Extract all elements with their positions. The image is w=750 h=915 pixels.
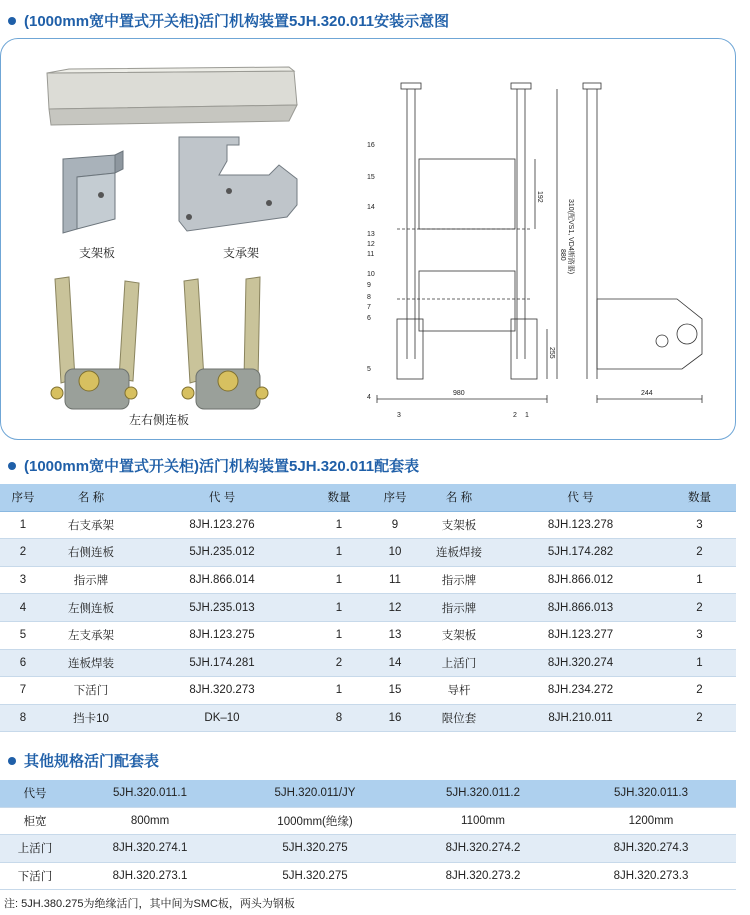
- table-cell: 8JH.320.273.3: [566, 862, 736, 890]
- table-row: [0, 780, 736, 807]
- svg-text:1: 1: [525, 412, 529, 419]
- table-row: [0, 511, 736, 539]
- svg-text:192: 192: [536, 191, 543, 203]
- table-cell: 上活门: [420, 649, 498, 677]
- bullet-icon: [8, 17, 16, 25]
- svg-text:3: 3: [397, 412, 401, 419]
- table-cell: 1: [308, 511, 370, 539]
- svg-text:12: 12: [367, 241, 375, 248]
- svg-text:310(配VS1, VD4断路器): 310(配VS1, VD4断路器): [567, 199, 574, 275]
- table-cell: 指示牌: [420, 594, 498, 622]
- svg-text:6: 6: [367, 315, 371, 322]
- section3-title: 其他规格活门配套表: [8, 750, 159, 771]
- caption-support-frame: 支承架: [223, 246, 260, 260]
- header-cell: 名 称: [46, 484, 136, 511]
- table-cell: 连板焊装: [46, 649, 136, 677]
- left-side-link-photo: [35, 269, 155, 429]
- table-cell: 1: [663, 649, 736, 677]
- table-cell: 8JH.320.274.3: [566, 835, 736, 863]
- installation-drawing: [357, 79, 727, 424]
- svg-text:14: 14: [367, 204, 375, 211]
- table-cell: 8JH.123.276: [136, 511, 308, 539]
- table-cell: 4: [0, 594, 46, 622]
- table-cell: 限位套: [420, 704, 498, 732]
- table-cell: 1100mm: [400, 807, 566, 835]
- table-row: [0, 539, 736, 567]
- table-cell: 左侧连板: [46, 594, 136, 622]
- svg-text:9: 9: [367, 282, 371, 289]
- table-cell: 支架板: [420, 511, 498, 539]
- table-cell: 指示牌: [420, 566, 498, 594]
- table-cell: 1: [308, 594, 370, 622]
- table-cell: 5JH.320.275: [230, 835, 400, 863]
- bullet-icon: [8, 462, 16, 470]
- svg-text:7: 7: [367, 304, 371, 311]
- table-cell: 5JH.235.012: [136, 539, 308, 567]
- svg-text:15: 15: [367, 174, 375, 181]
- table-cell: 8JH.866.012: [498, 566, 663, 594]
- row-label: 上活门: [0, 835, 70, 863]
- table-cell: 1200mm: [566, 807, 736, 835]
- table-cell: 8JH.123.275: [136, 621, 308, 649]
- header-cell: 名 称: [420, 484, 498, 511]
- svg-text:255: 255: [548, 347, 555, 359]
- table-cell: 800mm: [70, 807, 230, 835]
- table-cell: 8: [0, 704, 46, 732]
- table-cell: 14: [370, 649, 420, 677]
- parts-table: [0, 484, 736, 732]
- table-cell: 8JH.123.277: [498, 621, 663, 649]
- svg-text:8: 8: [367, 294, 371, 301]
- table-cell: 支架板: [420, 621, 498, 649]
- table-cell: 8JH.866.014: [136, 566, 308, 594]
- table-cell: 2: [663, 539, 736, 567]
- svg-text:880: 880: [559, 249, 566, 261]
- table-cell: 8: [308, 704, 370, 732]
- table-cell: DK–10: [136, 704, 308, 732]
- table-row: [0, 862, 736, 890]
- svg-text:4: 4: [367, 394, 371, 401]
- table-cell: 挡卡10: [46, 704, 136, 732]
- table-cell: 3: [663, 511, 736, 539]
- table-cell: 1: [308, 621, 370, 649]
- table-row: [0, 807, 736, 835]
- table-cell: 1: [663, 566, 736, 594]
- table-cell: 指示牌: [46, 566, 136, 594]
- table-cell: 13: [370, 621, 420, 649]
- svg-text:2: 2: [513, 412, 517, 419]
- spec-table: [0, 780, 736, 890]
- table-cell: 5JH.320.011/JY: [230, 780, 400, 807]
- table-cell: 16: [370, 704, 420, 732]
- header-cell: 数量: [663, 484, 736, 511]
- caption-bracket-plate: 支架板: [79, 246, 116, 260]
- svg-text:5: 5: [367, 366, 371, 373]
- table-cell: 右支承架: [46, 511, 136, 539]
- table-cell: 15: [370, 677, 420, 705]
- table-cell: 5JH.174.282: [498, 539, 663, 567]
- table-row: [0, 704, 736, 732]
- table-row: [0, 566, 736, 594]
- table-row: [0, 677, 736, 705]
- table-cell: 8JH.234.272: [498, 677, 663, 705]
- row-label: 下活门: [0, 862, 70, 890]
- table-cell: 8JH.320.273.2: [400, 862, 566, 890]
- table-cell: 8JH.320.274: [498, 649, 663, 677]
- table-cell: 11: [370, 566, 420, 594]
- table-cell: 1: [0, 511, 46, 539]
- row-label: 代号: [0, 780, 70, 807]
- svg-text:16: 16: [367, 142, 375, 149]
- table-cell: 9: [370, 511, 420, 539]
- table-cell: 右侧连板: [46, 539, 136, 567]
- table-cell: 2: [663, 594, 736, 622]
- bracket-plate-photo: [39, 63, 299, 133]
- svg-text:13: 13: [367, 231, 375, 238]
- section2-title: (1000mm宽中置式开关柜)活门机构装置5JH.320.011配套表: [8, 455, 419, 476]
- header-cell: 序号: [0, 484, 46, 511]
- table-cell: 8JH.320.273.1: [70, 862, 230, 890]
- table-cell: 3: [0, 566, 46, 594]
- table-cell: 3: [663, 621, 736, 649]
- table-cell: 12: [370, 594, 420, 622]
- table-row: [0, 649, 736, 677]
- table-cell: 1: [308, 677, 370, 705]
- header-cell: 数量: [308, 484, 370, 511]
- table-cell: 8JH.123.278: [498, 511, 663, 539]
- right-side-link-photo: [166, 269, 286, 429]
- caption-side-links: 左右侧连板: [129, 413, 190, 427]
- table-cell: 10: [370, 539, 420, 567]
- figure-panel: [0, 38, 736, 440]
- section1-title: (1000mm宽中置式开关柜)活门机构装置5JH.320.011安装示意图: [8, 10, 449, 31]
- table-cell: 5JH.320.011.1: [70, 780, 230, 807]
- row-label: 柜宽: [0, 807, 70, 835]
- table-cell: 8JH.210.011: [498, 704, 663, 732]
- callout-labels: [367, 142, 529, 419]
- table-cell: 1000mm(绝缘): [230, 807, 400, 835]
- support-bracket-photo: [53, 149, 133, 239]
- table-cell: 7: [0, 677, 46, 705]
- table-cell: 5JH.320.275: [230, 862, 400, 890]
- table-row: [0, 594, 736, 622]
- table-cell: 5: [0, 621, 46, 649]
- footnote: 注: 5JH.380.275为绝缘活门，其中间为SMC板，两头为钢板: [4, 898, 295, 910]
- table-cell: 2: [0, 539, 46, 567]
- table-cell: 1: [308, 566, 370, 594]
- svg-text:980: 980: [453, 390, 465, 397]
- table-row: [0, 621, 736, 649]
- table-cell: 2: [663, 704, 736, 732]
- table-cell: 左支承架: [46, 621, 136, 649]
- table-cell: 5JH.320.011.3: [566, 780, 736, 807]
- table-cell: 2: [663, 677, 736, 705]
- table-cell: 6: [0, 649, 46, 677]
- table-cell: 2: [308, 649, 370, 677]
- table-cell: 连板焊接: [420, 539, 498, 567]
- svg-text:10: 10: [367, 271, 375, 278]
- table-header-row: [0, 484, 736, 511]
- table-cell: 8JH.866.013: [498, 594, 663, 622]
- table-row: [0, 835, 736, 863]
- header-cell: 代 号: [498, 484, 663, 511]
- table-cell: 5JH.174.281: [136, 649, 308, 677]
- bullet-icon: [8, 757, 16, 765]
- table-cell: 8JH.320.274.2: [400, 835, 566, 863]
- support-frame-photo: [169, 131, 309, 243]
- table-cell: 8JH.320.273: [136, 677, 308, 705]
- table-cell: 导杆: [420, 677, 498, 705]
- header-cell: 代 号: [136, 484, 308, 511]
- table-cell: 8JH.320.274.1: [70, 835, 230, 863]
- header-cell: 序号: [370, 484, 420, 511]
- table-cell: 5JH.320.011.2: [400, 780, 566, 807]
- svg-text:244: 244: [641, 390, 653, 397]
- svg-text:11: 11: [367, 251, 375, 258]
- table-cell: 下活门: [46, 677, 136, 705]
- table-cell: 5JH.235.013: [136, 594, 308, 622]
- table-cell: 1: [308, 539, 370, 567]
